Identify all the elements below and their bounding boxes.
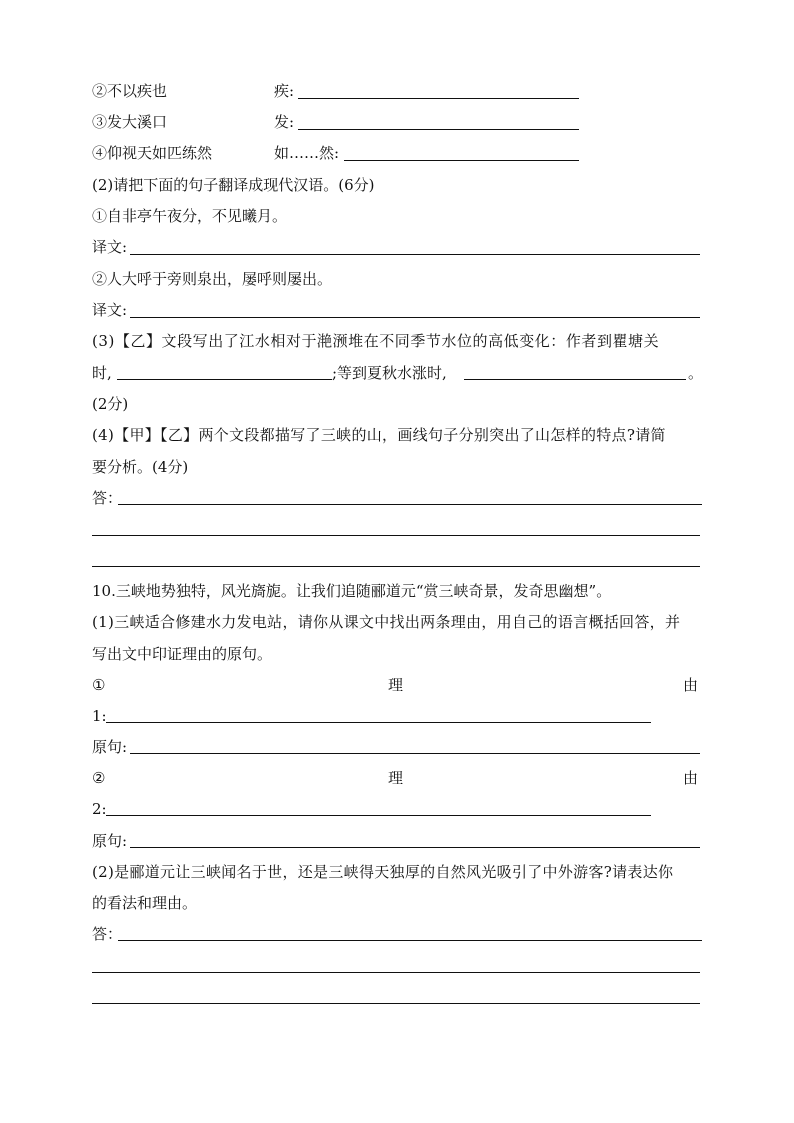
q10-intro: 10.三峡地势独特，风光旖旎。让我们追随郦道元“赏三峡奇景，发奇思幽想”。 (92, 582, 612, 600)
sentence-2: ②人大呼于旁则泉出，屡呼则屡出。 (92, 270, 333, 288)
vocab-phrase: ③发大溪口 (92, 113, 168, 131)
q3-time-label: 时, (92, 364, 112, 382)
reason-2-blank[interactable] (106, 815, 651, 816)
translation-label: 译文: (92, 238, 128, 256)
translate-prompt: (2)请把下面的句子翻译成现代汉语。(6分) (92, 176, 375, 194)
reason-1-number: ① (92, 676, 106, 694)
vocab-phrase: ④仰视天如匹练然 (92, 144, 213, 162)
q4-prompt: (4)【甲】【乙】两个文段都描写了三峡的山，画线句子分别突出了山怎样的特点?请简 (92, 426, 666, 444)
reason-1-label-a: 理 (388, 676, 404, 694)
answer-blank[interactable] (298, 129, 579, 130)
q3-score: (2分) (92, 395, 129, 413)
translation-blank-2[interactable] (130, 317, 700, 318)
original-label-2: 原句: (92, 832, 128, 850)
vocab-label: 疾: (274, 82, 295, 100)
reason-2-label-b: 由 (683, 769, 699, 787)
reason-2-label-a: 理 (388, 769, 404, 787)
answer-line[interactable] (92, 535, 700, 536)
q3-prompt: (3)【乙】文段写出了江水相对于滟滪堆在不同季节水位的高低变化：作者到瞿塘关 (92, 332, 660, 350)
q3-mid-text: ;等到夏秋水涨时, (332, 364, 447, 382)
q10-part1-prompt: (1)三峡适合修建水力发电站，请你从课文中找出两条理由，用自己的语言概括回答，并 (92, 613, 681, 631)
answer-line[interactable] (92, 972, 700, 973)
reason-1-index: 1: (92, 707, 107, 725)
answer-blank-1[interactable] (118, 504, 702, 505)
vocab-phrase: ②不以疾也 (92, 82, 168, 100)
answer-line[interactable] (92, 566, 700, 567)
vocab-label: 发: (274, 113, 295, 131)
original-label-1: 原句: (92, 738, 128, 756)
reason-2-index: 2: (92, 800, 107, 818)
q10-part2-prompt: (2)是郦道元让三峡闻名于世，还是三峡得天独厚的自然风光吸引了中外游客?请表达你 (92, 863, 674, 881)
translation-label: 译文: (92, 301, 128, 319)
q3-end-mark: 。 (688, 364, 704, 382)
reason-1-label-b: 由 (683, 676, 699, 694)
answer-blank-2[interactable] (118, 940, 702, 941)
answer-blank[interactable] (298, 98, 579, 99)
vocab-label: 如……然: (274, 144, 340, 162)
translation-blank-1[interactable] (130, 254, 700, 255)
answer-line[interactable] (92, 1003, 700, 1004)
q10-part1-prompt-cont: 写出文中印证理由的原句。 (92, 645, 273, 663)
reason-1-blank[interactable] (106, 722, 651, 723)
sentence-1: ①自非亭午夜分，不见曦月。 (92, 207, 288, 225)
original-blank-2[interactable] (130, 847, 700, 848)
q3-blank-2[interactable] (464, 379, 686, 380)
q4-prompt-cont: 要分析。(4分) (92, 458, 189, 476)
answer-blank[interactable] (344, 160, 579, 161)
answer-label: 答： (92, 489, 123, 507)
reason-2-number: ② (92, 769, 106, 787)
answer-label: 答： (92, 925, 123, 943)
q3-blank-1[interactable] (117, 379, 332, 380)
q10-part2-prompt-cont: 的看法和理由。 (92, 894, 198, 912)
original-blank-1[interactable] (130, 753, 700, 754)
